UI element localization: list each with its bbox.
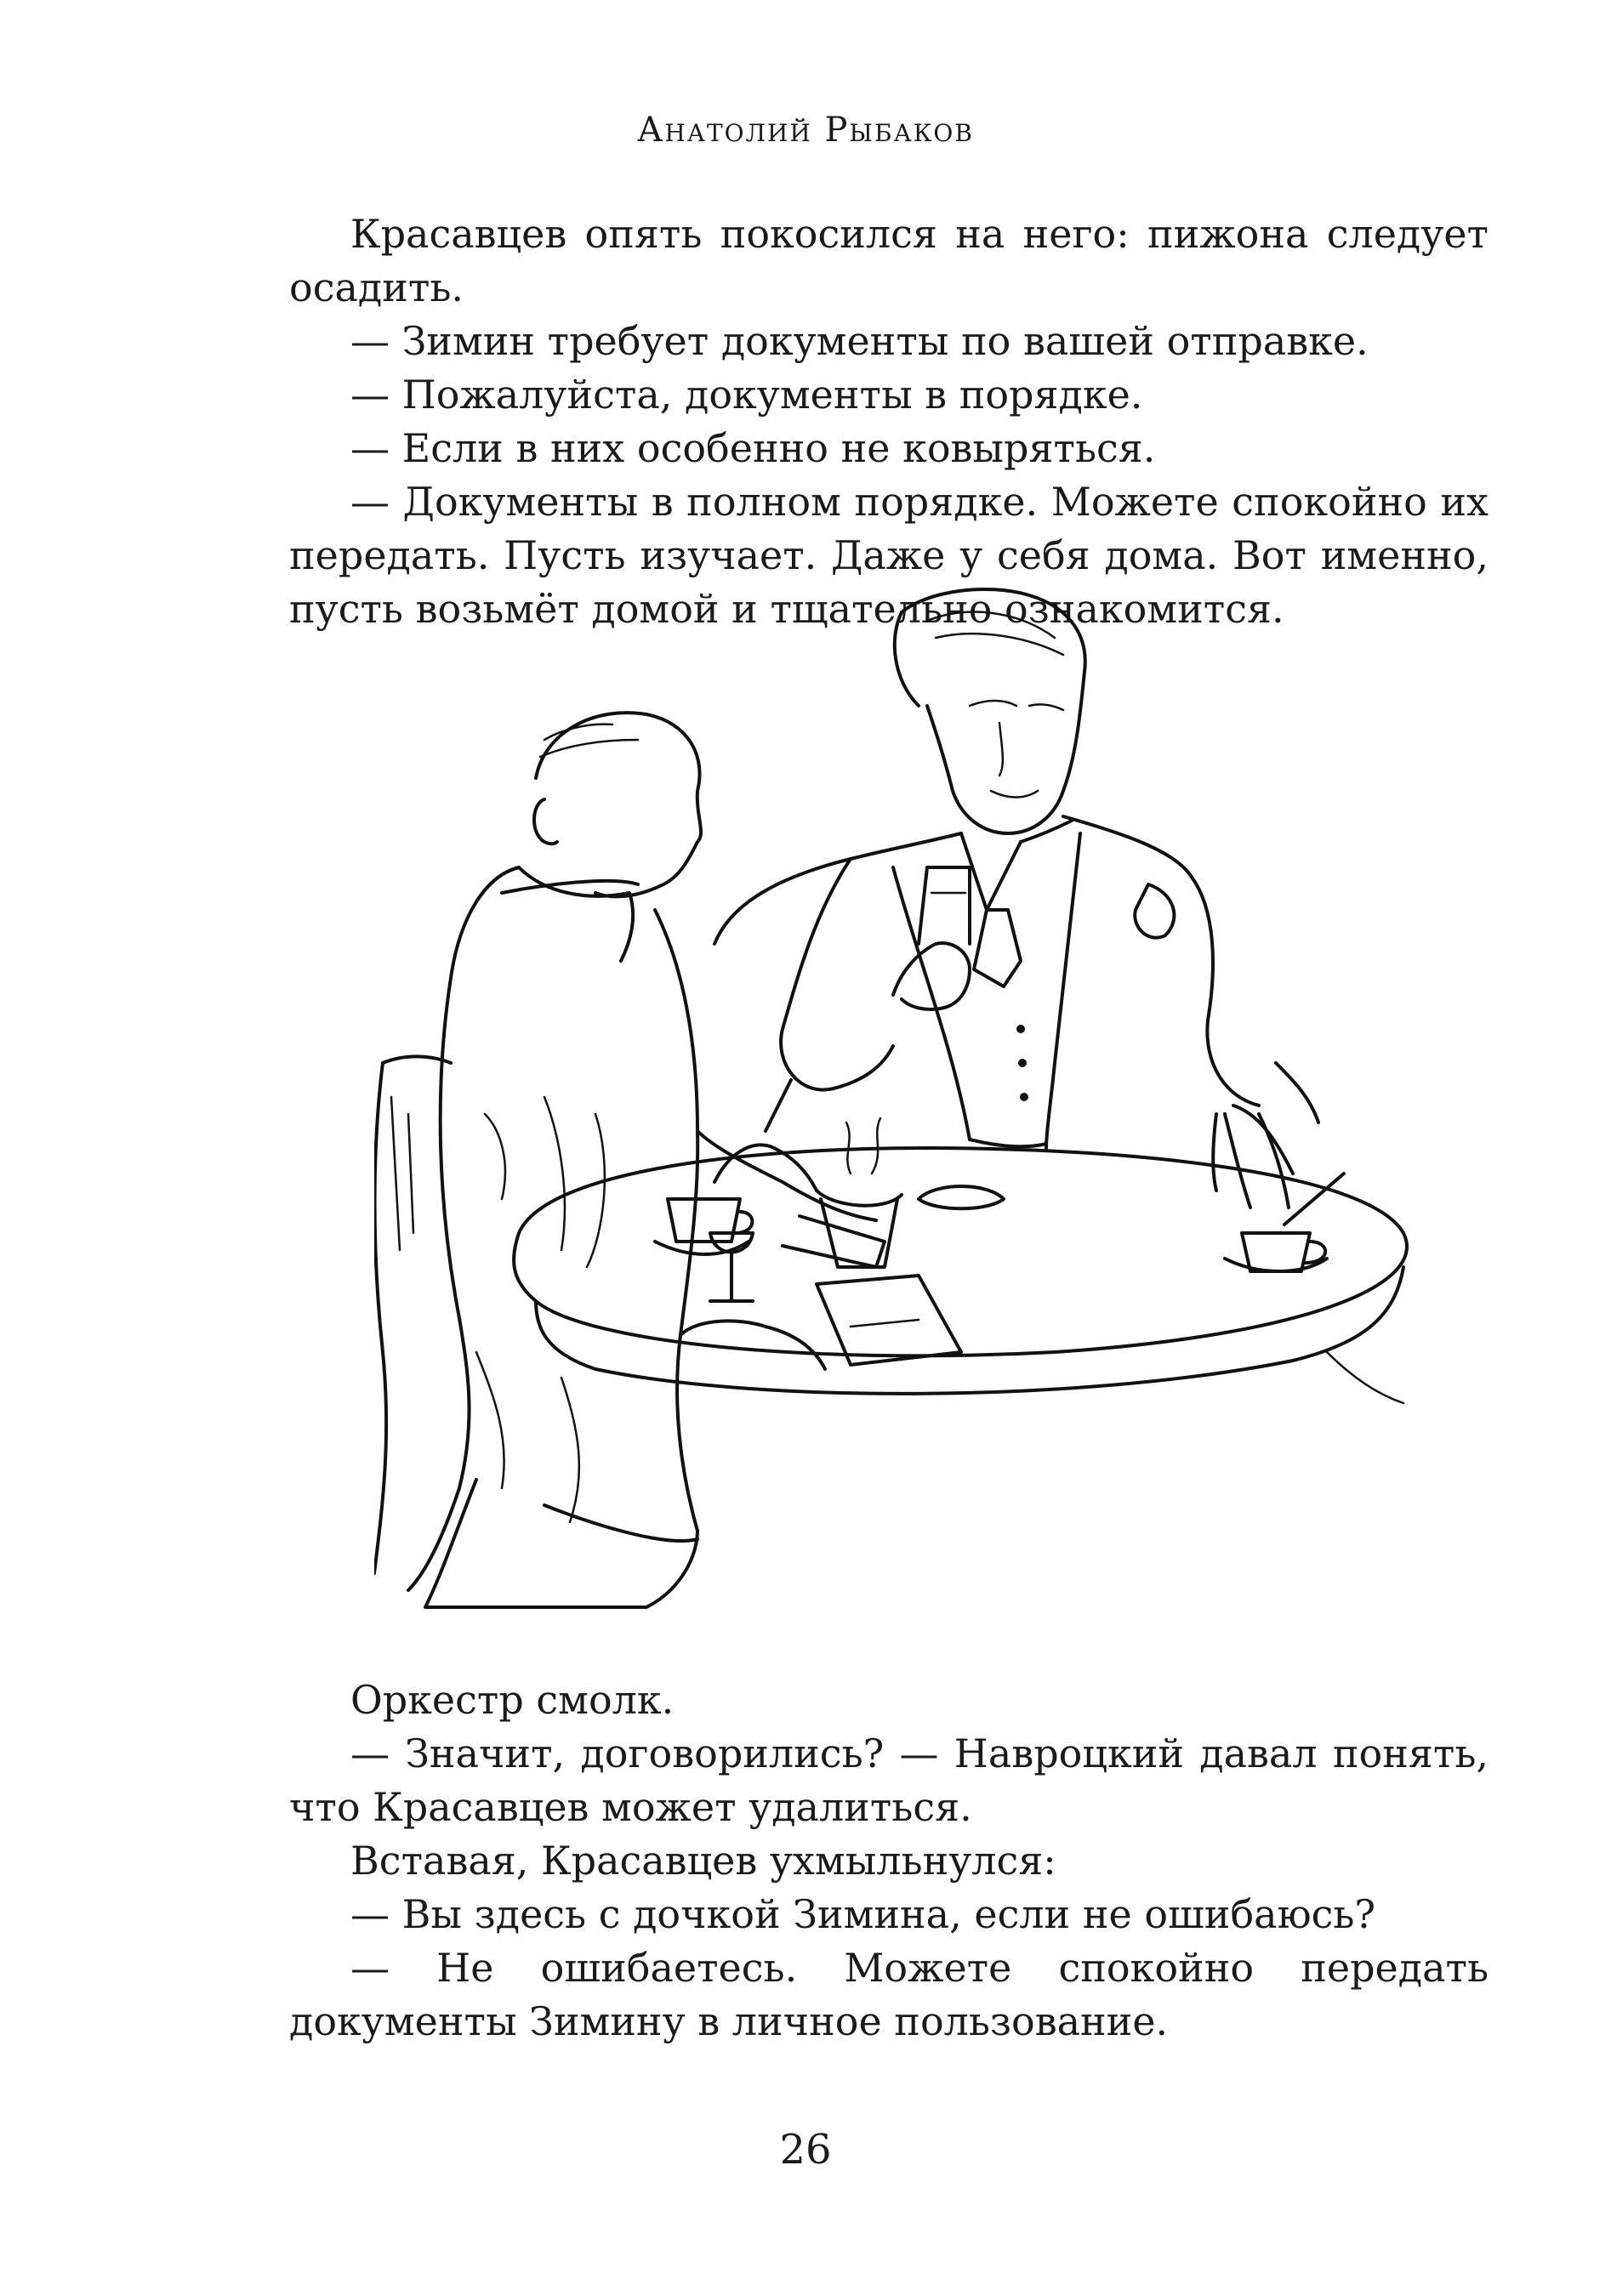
page-number: 26 — [779, 2126, 832, 2174]
text-block-bottom — [289, 1674, 1489, 2049]
running-head: Анатолий Рыбаков — [637, 111, 974, 150]
paragraph: — Значит, договорились? — Навроцкий давал понять, что Красавцев может удалиться. — [289, 1731, 1489, 1830]
illustration-two-men-at-cafe-table — [374, 587, 1454, 1641]
paragraph: — Документы в полном порядке. Можете спокойно их передать. Пусть изучает. Даже у себя дома. Вот именно, пусть возьмёт домой и тщательно ознакомится. — [289, 479, 1489, 632]
text-block-top — [289, 207, 1489, 636]
paragraph: — Зимин требует документы по вашей отправке. — [350, 318, 1369, 364]
seated-man — [408, 713, 885, 1607]
paragraph: — Если в них особенно не ковыряться. — [350, 425, 1156, 471]
paragraph: Вставая, Красавцев ухмыльнулся: — [350, 1838, 1056, 1884]
paragraph: Красавцев опять покосился на него: пижона следует осадить. — [289, 211, 1489, 310]
paragraph: — Вы здесь с дочкой Зимина, если не ошибаюсь? — [350, 1891, 1376, 1937]
paragraph: Оркестр смолк. — [350, 1677, 675, 1723]
paragraph: — Не ошибаетесь. Можете спокойно передать документы Зимину в личное пользование. — [289, 1945, 1489, 2044]
man-with-glass — [714, 589, 1318, 1208]
paragraph: — Пожалуйста, документы в порядке. — [350, 372, 1143, 418]
